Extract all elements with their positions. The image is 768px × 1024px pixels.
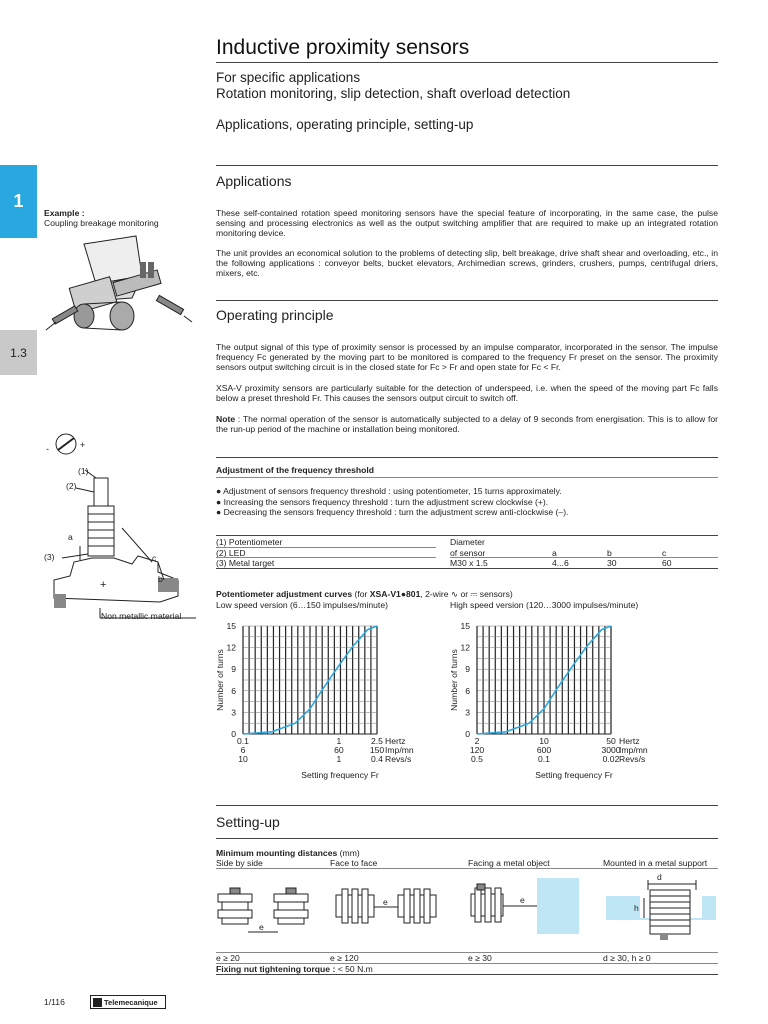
val-facing-metal: e ≥ 30 xyxy=(468,953,492,963)
diagram-dim-a: a xyxy=(68,532,73,542)
example-caption: Coupling breakage monitoring xyxy=(44,218,159,228)
adjustment-subrule xyxy=(216,477,718,478)
col-facing-metal: Facing a metal object xyxy=(468,858,550,868)
torque-value: < 50 N.m xyxy=(335,964,373,974)
adjustment-heading: Adjustment of the frequency threshold xyxy=(216,465,375,475)
curves-title-bold: Potentiometer adjustment curves xyxy=(216,589,353,599)
x-tick-label: 2.5 xyxy=(371,736,383,746)
facing-metal-e: e xyxy=(520,895,525,905)
y-axis-label: Number of turns xyxy=(449,649,459,711)
svg-text:+: + xyxy=(100,579,107,591)
svg-text:-: - xyxy=(46,444,49,454)
brand-name: Telemecanique xyxy=(104,997,158,1007)
subtitle-monitoring: Rotation monitoring, slip detection, shaft overload detection xyxy=(216,86,571,101)
table-head-b: b xyxy=(607,548,612,558)
table-head-of-sensor: of sensor xyxy=(450,548,486,558)
applications-heading: Applications xyxy=(216,173,292,189)
adjustment-bullet: ● Adjustment of sensors frequency threshold : using potentiometer, 15 turns approximately. xyxy=(216,486,562,496)
operating-rule xyxy=(216,300,718,301)
x-tick-label: 1 xyxy=(336,736,342,746)
y-tick-label: 12 xyxy=(226,642,236,653)
setup-bottom-rule xyxy=(216,974,718,975)
x-tick-label: 2 xyxy=(474,736,480,746)
x-tick-label: 0.1 xyxy=(237,736,249,746)
setup-rule xyxy=(216,805,718,806)
x-unit-label: Revs/s xyxy=(619,754,646,764)
curves-title-for: (for xyxy=(352,589,370,599)
table-head-a: a xyxy=(552,548,557,558)
legend-rule-1 xyxy=(216,547,436,548)
x-tick-label: 0.1 xyxy=(538,754,550,764)
low-speed-label: Low speed version (6…150 impulses/minute) xyxy=(216,600,388,610)
x-tick-label: 60 xyxy=(334,745,344,755)
y-tick-label: 9 xyxy=(231,664,236,675)
setup-subrule xyxy=(216,838,718,839)
torque-line xyxy=(216,964,373,974)
x-unit-label: Imp/mn xyxy=(619,745,648,755)
adjustment-bullet: ● Increasing the sensors frequency threshold : turn the adjustment screw clockwise (+). xyxy=(216,496,549,507)
adjustment-rule xyxy=(216,457,718,458)
note-label: Note xyxy=(216,414,236,424)
y-tick-label: 6 xyxy=(465,685,470,696)
brand-logo-mark xyxy=(93,998,102,1007)
x-tick-label: 1 xyxy=(336,754,342,764)
y-axis-label: Number of turns xyxy=(215,649,225,711)
applications-paragraph-1: These self-contained rotation speed monitoring sensors have the special feature of incorporating, in the same case, the pulse sensing and processing electronics as well as the output switching amplifier that are required to make up an integrated rotation monitoring device. xyxy=(216,208,718,239)
setup-cols-rule xyxy=(216,868,718,869)
y-tick-label: 15 xyxy=(226,621,236,631)
legend-metal-target: (3) Metal target xyxy=(216,558,275,568)
x-tick-label: 10 xyxy=(539,736,549,746)
adjustment-bullets xyxy=(216,486,718,518)
x-tick-label: 0.4 xyxy=(371,754,383,764)
side-by-side-e: e xyxy=(259,922,264,932)
legend-rule-bottom xyxy=(216,568,718,569)
diagram-dim-b: b xyxy=(158,574,163,584)
curves-title xyxy=(216,589,513,600)
x-tick-label: 150 xyxy=(369,745,385,755)
table-rule xyxy=(450,557,718,558)
note-text: : The normal operation of the sensor is automatically subjected to a delay of 9 seconds from energisation. This is to allow for the run-up period of the machine or installation being monitored. xyxy=(216,414,718,435)
coupling-breakage-illustration xyxy=(44,232,194,344)
val-side-by-side: e ≥ 20 xyxy=(216,953,240,963)
example-label: Example : xyxy=(44,208,85,218)
adjustment-bullet: ● Decreasing the sensors frequency threshold : turn the adjustment screw anti-clockwise (–). xyxy=(216,507,569,518)
y-tick-label: 3 xyxy=(465,707,470,718)
table-cell-diameter: M30 x 1.5 xyxy=(450,558,488,568)
table-cell-b: 30 xyxy=(607,558,617,568)
operating-note xyxy=(216,414,718,434)
low-speed-chart xyxy=(210,615,440,785)
x-unit-label: Hertz xyxy=(619,736,640,746)
y-tick-label: 0 xyxy=(465,729,470,739)
min-distances-label: Minimum mounting distances xyxy=(216,848,338,858)
x-tick-label: 50 xyxy=(606,736,616,746)
applications-rule xyxy=(216,165,718,166)
operating-heading: Operating principle xyxy=(216,307,334,323)
val-metal-support: d ≥ 30, h ≥ 0 xyxy=(603,953,651,963)
setup-heading: Setting-up xyxy=(216,814,280,830)
x-axis-label: Setting frequency Fr xyxy=(535,770,613,780)
operating-paragraph-2: XSA-V proximity sensors are particularly suitable for the detection of underspeed, i.e. when the speed of the moving part Fc falls below a preset threshold Fr. This causes the sensors output circuit to switch off. xyxy=(216,383,718,404)
x-tick-label: 0.02 xyxy=(602,754,620,764)
x-tick-label: 0.5 xyxy=(471,754,483,764)
legend-rule-top xyxy=(216,535,718,536)
torque-label: Fixing nut tightening torque : xyxy=(216,964,336,974)
curves-title-reference: XSA-V1●801 xyxy=(369,589,421,599)
col-metal-support: Mounted in a metal support xyxy=(603,858,708,868)
x-tick-label: 6 xyxy=(240,745,246,755)
mounting-side-by-side-illustration xyxy=(212,880,324,940)
sensor-adjustment-diagram xyxy=(40,430,200,620)
brand-logo xyxy=(90,995,166,1009)
operating-paragraph-1: The output signal of this type of proximity sensor is processed by an impulse comparator, incorporated in the sensor. The impulse frequency Fc generated by the moving part to be monitored is compared to the frequency Fr preset on the sensor. The proximity sensors output switching circuit is in the closed state for Fc > Fr and open state for Fc < Fr. xyxy=(216,342,718,373)
val-face-to-face: e ≥ 120 xyxy=(330,953,359,963)
face-to-face-e: e xyxy=(383,897,388,907)
y-tick-label: 15 xyxy=(460,621,470,631)
x-axis-label: Setting frequency Fr xyxy=(301,770,379,780)
y-tick-label: 12 xyxy=(460,642,470,653)
x-unit-label: Imp/mn xyxy=(385,745,414,755)
section-tab[interactable]: 1.3 xyxy=(0,330,37,375)
high-speed-label: High speed version (120…3000 impulses/minute) xyxy=(450,600,639,610)
x-tick-label: 10 xyxy=(238,754,248,764)
table-cell-a: 4...6 xyxy=(552,558,569,568)
y-tick-label: 6 xyxy=(231,685,236,696)
metal-support-h: h xyxy=(634,903,639,913)
subtitle-specific: For specific applications xyxy=(216,70,361,85)
x-tick-label: 120 xyxy=(469,745,485,755)
legend-led: (2) LED xyxy=(216,548,246,558)
applications-paragraph-2: The unit provides an economical solution to the problems of detecting slip, belt breakage, drive shaft shear and overloading, etc., in the following applications : conveyor belts, bucket elevators, Archimedian screws, grinders, crushers, pumps, centrifugal driers, mixers, etc. xyxy=(216,248,718,279)
legend-potentiometer: (1) Potentiometer xyxy=(216,537,283,547)
high-speed-chart xyxy=(444,615,674,785)
col-side-by-side: Side by side xyxy=(216,858,263,868)
y-tick-label: 3 xyxy=(231,707,236,718)
diagram-label-3: (3) xyxy=(44,552,55,562)
min-distances-title xyxy=(216,848,360,858)
x-tick-label: 600 xyxy=(536,745,552,755)
page-title: Inductive proximity sensors xyxy=(216,36,470,59)
table-cell-c: 60 xyxy=(662,558,672,568)
table-head-diameter: Diameter xyxy=(450,537,485,547)
y-tick-label: 9 xyxy=(465,664,470,675)
col-face-to-face: Face to face xyxy=(330,858,378,868)
title-rule xyxy=(216,62,718,63)
x-unit-label: Hertz xyxy=(385,736,406,746)
x-unit-label: Revs/s xyxy=(385,754,412,764)
min-distances-unit: (mm) xyxy=(337,848,360,858)
subtitle-applications: Applications, operating principle, setting-up xyxy=(216,117,474,132)
diagram-caption: Non metallic material xyxy=(101,611,182,621)
metal-support-d: d xyxy=(657,872,662,882)
diagram-label-1: (1) xyxy=(78,466,89,476)
x-tick-label: 3000 xyxy=(601,745,621,755)
svg-text:+: + xyxy=(80,440,86,450)
mounting-facing-metal-illustration xyxy=(465,876,583,936)
chapter-tab[interactable]: 1 xyxy=(0,165,37,238)
diagram-dim-c: c xyxy=(152,553,157,563)
page-number: 1/116 xyxy=(44,997,65,1007)
table-head-c: c xyxy=(662,548,667,558)
curves-title-sensors: , 2-wire ∿ or ⎓ sensors) xyxy=(420,589,513,599)
mounting-face-to-face-illustration xyxy=(330,885,448,930)
diagram-label-2: (2) xyxy=(66,481,77,491)
y-tick-label: 0 xyxy=(231,729,236,739)
